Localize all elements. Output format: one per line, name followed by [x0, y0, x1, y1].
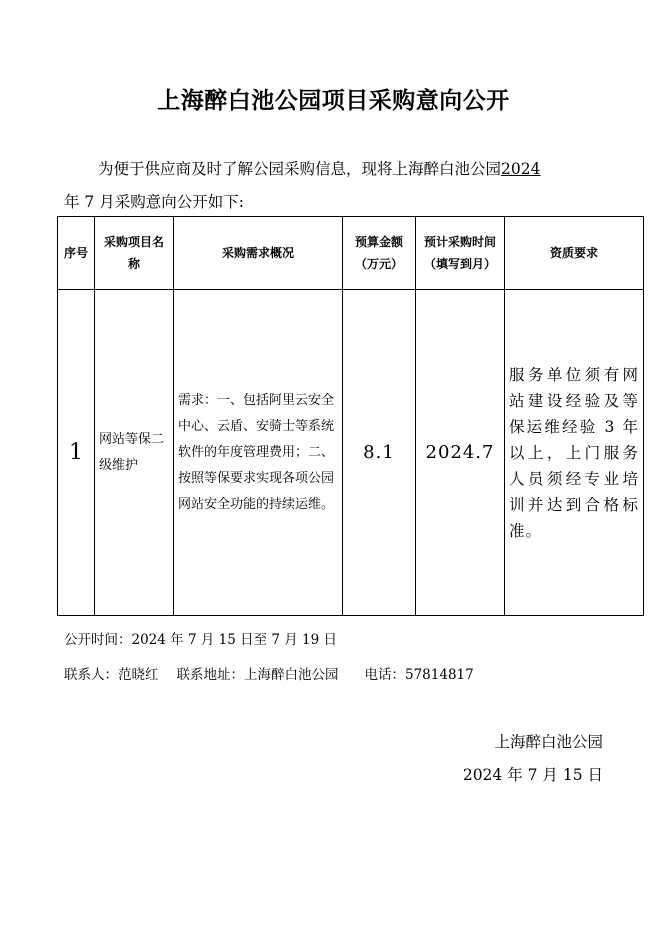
intro-line-2: 年 7 月采购意向公开如下:: [64, 193, 244, 211]
header-amount: 预算金额（万元）: [343, 217, 416, 290]
header-qual: 资质要求: [505, 217, 644, 290]
table-header-row: [58, 217, 644, 290]
contact-address: 联系地址：上海醉白池公园: [176, 667, 339, 683]
cell-date: 2024.7: [416, 290, 505, 616]
publicity-time: 公开时间：2024 年 7 月 15 日至 7 月 19 日: [64, 632, 338, 648]
cell-amount: 8.1: [343, 290, 416, 616]
signature-date: 2024 年 7 月 15 日: [462, 766, 603, 784]
cell-no: 1: [58, 290, 95, 616]
contact-person: 联系人：范晓红: [64, 667, 159, 683]
header-name: 采购项目名称: [95, 217, 174, 290]
document-title: 上海醉白池公园项目采购意向公开: [157, 87, 510, 114]
header-desc: 采购需求概况: [174, 217, 343, 290]
intro-year: 2024: [501, 160, 541, 178]
cell-desc: 需求：一、包括阿里云安全中心、云盾、安骑士等系统软件的年度管理费用；二、按照等保要求实现各项公园网站安全功能的持续运维。: [174, 290, 343, 616]
cell-name: 网站等保二级维护: [95, 290, 174, 616]
signature-org: 上海醉白池公园: [494, 733, 603, 751]
procurement-table: [57, 216, 644, 616]
intro-text: 为便于供应商及时了解公园采购信息，现将上海醉白池公园: [98, 160, 502, 178]
table-row: [58, 290, 644, 616]
header-date: 预计采购时间（填写到月）: [416, 217, 505, 290]
contact-line: [64, 663, 474, 683]
cell-qual: 服务单位须有网站建设经验及等保运维经验 3 年以上，上门服务人员须经专业培训并达到合格标准。: [505, 290, 644, 616]
contact-phone: 电话：57814817: [364, 667, 474, 683]
header-no: 序号: [58, 217, 95, 290]
intro-line-1: [64, 157, 624, 179]
